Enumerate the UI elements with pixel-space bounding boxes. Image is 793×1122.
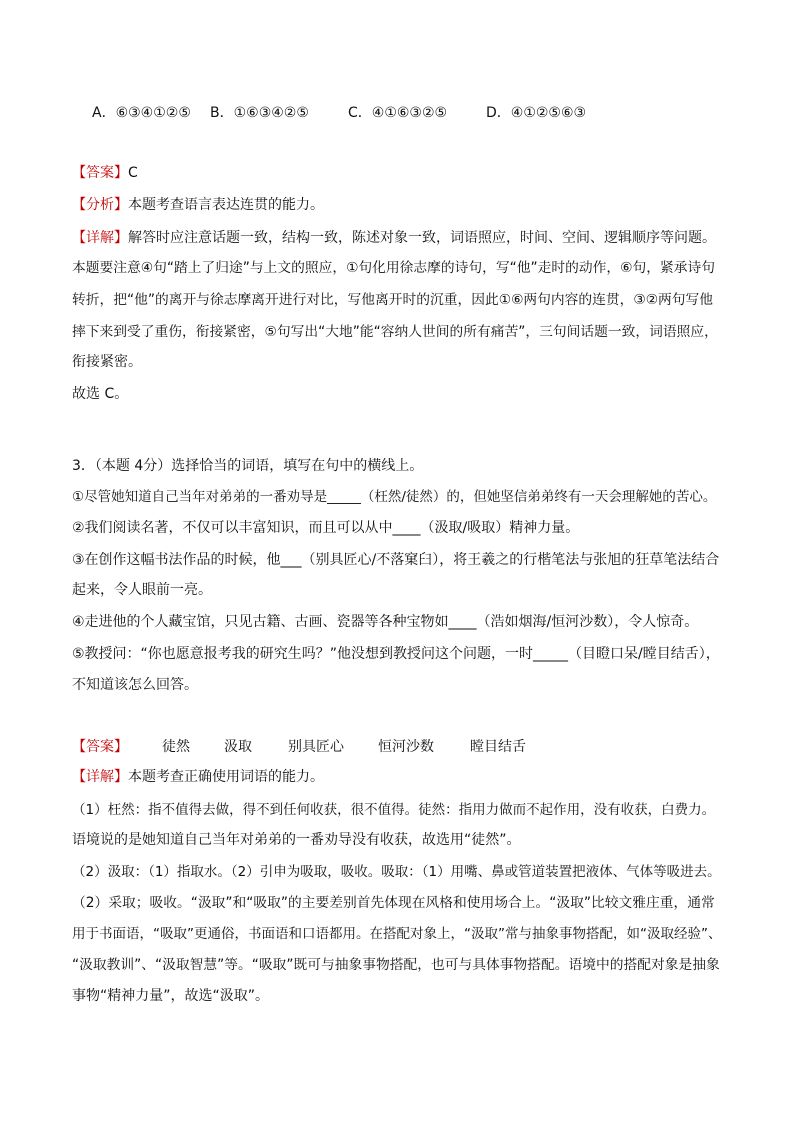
detail-text: 本题要注意④句“踏上了归途”与上文的照应，①句化用徐志摩的诗句，写“他”走时的动作，⑥句，紧承诗句 xyxy=(72,260,715,276)
detail-line xyxy=(72,228,716,248)
detail-text: “汲取教训”、“汲取智慧”等。“吸取”既可与抽象事物搭配，也可与具体事物搭配。语境中的搭配对象是抽象 xyxy=(72,957,720,973)
answer-word: 别具匠心 xyxy=(288,739,344,755)
answer-word: 恒河沙数 xyxy=(378,739,434,755)
answer-value: C xyxy=(128,165,138,181)
question-item: ①尽管她知道自己当年对弟弟的一番劝导是_____（枉然/徒然）的，但她坚信弟弟终有一天会理解她的苦心。 xyxy=(72,489,717,505)
detail-text: 事物“精神力量”，故选“汲取”。 xyxy=(72,988,270,1004)
detail-text: （2）采取；吸收。“汲取”和“吸取”的主要差别首先体现在风格和使用场合上。“汲取”比较文雅庄重，通常 xyxy=(72,895,715,911)
analysis-text: 本题考查语言表达连贯的能力。 xyxy=(128,197,324,213)
detail-tag: 【详解】 xyxy=(72,769,128,785)
question-item: ②我们阅读名著，不仅可以丰富知识，而且可以从中____（汲取/吸取）精神力量。 xyxy=(72,520,580,536)
question-item: ④走进他的个人藏宝馆，只见古籍、古画、瓷器等各种宝物如____（浩如烟海/恒河沙数），令人惊奇。 xyxy=(72,614,699,630)
detail-tag: 【详解】 xyxy=(72,230,128,246)
detail-line xyxy=(72,767,324,787)
detail-text: 衔接紧密。 xyxy=(72,354,142,370)
question-item: 不知道该怎么回答。 xyxy=(72,677,198,693)
conclusion-text: 故选 C。 xyxy=(72,386,129,402)
question-item: 起来，令人眼前一亮。 xyxy=(72,582,212,598)
answer-tag: 【答案】 xyxy=(72,739,128,755)
answer-line xyxy=(72,737,572,757)
analysis-tag: 【分析】 xyxy=(72,197,128,213)
answer-word: 徒然 xyxy=(162,739,190,755)
question-stem: 3．（本题 4分）选择恰当的词语，填写在句中的横线上。 xyxy=(72,458,424,474)
answer-word: 汲取 xyxy=(224,739,252,755)
question-item: ⑤教授问：“你也愿意报考我的研究生吗？”他没想到教授问这个问题，一时_____（目瞪口呆/瞠目结舌）， xyxy=(72,646,720,662)
detail-text: 用于书面语，“吸取”更通俗，书面语和口语都用。在搭配对象上，“汲取”常与抽象事物搭配，如“汲取经验”、 xyxy=(72,926,722,942)
option-c: C．④①⑥③②⑤ xyxy=(348,105,448,121)
answer-line xyxy=(72,163,138,183)
answer-tag: 【答案】 xyxy=(72,165,128,181)
detail-text: 转折，把“他”的离开与徐志摩离开进行对比，写他离开时的沉重，因此①⑥两句内容的连贯，③②两句写他 xyxy=(72,292,714,308)
question-item: ③在创作这幅书法作品的时候，他___（别具匠心/不落窠臼），将王羲之的行楷笔法与张旭的狂草笔法结合 xyxy=(72,552,720,568)
analysis-line xyxy=(72,195,324,215)
detail-text: 解答时应注意话题一致，结构一致，陈述对象一致，词语照应，时间、空间、逻辑顺序等问题。 xyxy=(128,230,716,246)
detail-text: 摔下来到受了重伤，衔接紧密，⑤句写出“大地”能“容纳人世间的所有痛苦”，三句间话题一致，词语照应， xyxy=(72,324,718,340)
detail-text: （1）枉然：指不值得去做，得不到任何收获，很不值得。徒然：指用力做而不起作用，没有收获，白费力。 xyxy=(72,802,716,818)
option-d: D．④①②⑤⑥③ xyxy=(486,105,587,121)
option-a: A．⑥③④①②⑤ xyxy=(92,105,191,121)
detail-text: 本题考查正确使用词语的能力。 xyxy=(128,769,324,785)
detail-text: 语境说的是她知道自己当年对弟弟的一番劝导没有收获，故选用“徒然”。 xyxy=(72,832,521,848)
detail-text: （2）汲取：（1）指取水。（2）引申为吸取，吸收。吸取：（1）用嘴、鼻或管道装置把液体、气体等吸进去。 xyxy=(72,864,721,880)
option-b: B．①⑥③④②⑤ xyxy=(210,105,309,121)
answer-word: 瞠目结舌 xyxy=(470,739,526,755)
